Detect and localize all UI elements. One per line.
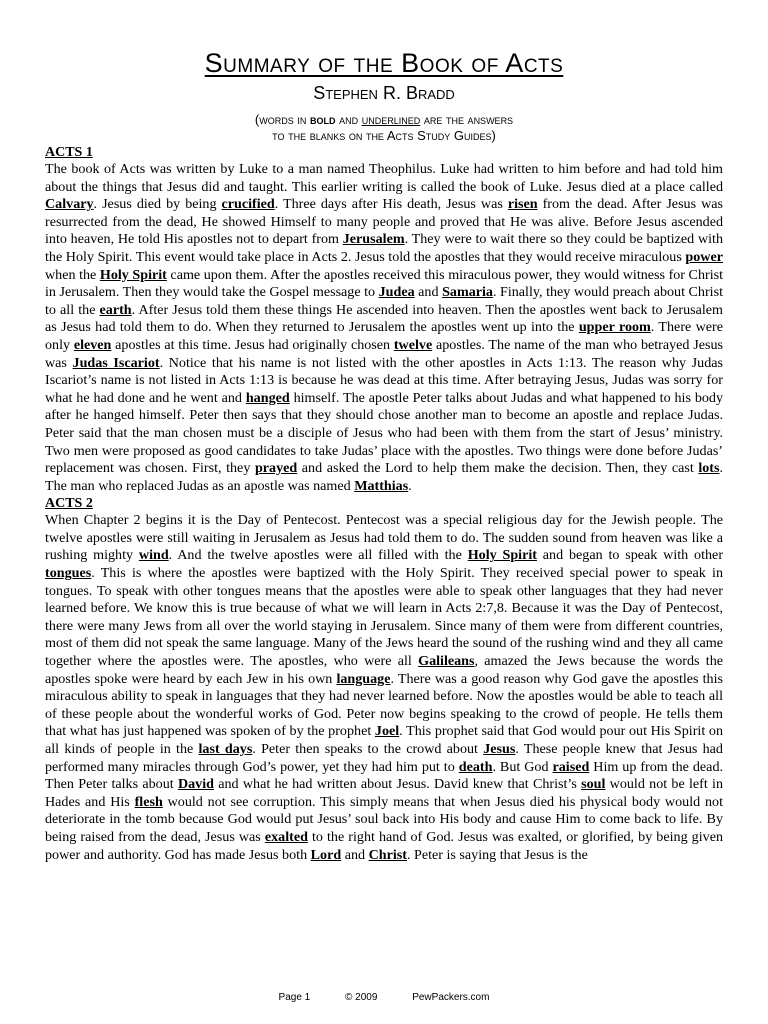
answer-keyword: Judea [378,284,415,301]
answer-keyword: Holy Spirit [467,547,537,564]
answer-keyword: upper room [578,319,651,336]
body-text: from the dead. After Jesus was resurrected from the dead, He showed Himself to many people and proved that He was alive. Before Jesus ascended into heaven, He told His apostles not to depart from [45,196,724,248]
body-text: . Peter is saying that Jesus is the [406,846,588,863]
answer-keyword: Judas Iscariot [72,354,160,371]
body-text: . Three days after His death, Jesus was [274,196,508,213]
answer-keyword: raised [552,758,590,775]
body-text: The book of Acts was written by Luke to a man named Theophilus. Luke had written to him before and had told him about the things that Jesus did and taught. This earlier writing is called the book of Luke. Jesus died at a place called [45,161,723,195]
body-text: . [408,477,412,494]
author-name: Stephen R. Bradd [313,83,455,103]
body-text: and what he had written about Jesus. David knew that Christ’s [213,776,582,793]
body-text: . This prophet said that God would pour out His Spirit on all kinds of people in the [45,723,723,757]
body-text: Him up from the dead. Then Peter talks about [45,758,724,793]
body-text: . Notice that his name is not listed with the other apostles in Acts 1:13. The reason why Judas Iscariot’s name is not listed in Acts 1:13 is because he was dead at this time. After betraying Jesus, Judas was sorry for what he had done and he went and [45,354,723,406]
answer-keyword: prayed [254,460,298,477]
answer-keyword: hanged [245,389,290,406]
section-body-acts-2 [45,512,723,864]
body-text: came upon them. After the apostles received this miraculous power, they would witness for Christ in Jerusalem. Then they would take the Gospel message to [45,266,724,301]
answer-keyword: wind [138,547,169,564]
note-line-2: to the blanks on the Acts Study Guides) [272,128,496,143]
answer-keyword: twelve [393,336,433,353]
note-line-1: (words in bold and underlined are the answers [254,112,514,127]
answer-keyword: Samaria [442,284,493,301]
body-text: . This is where the apostles were baptized with the Holy Spirit. They received special power to speak in tongues. To speak with other tongues means that the apostles were able to speak other languages that they had never learned before. We know this is true because of what we will learn in Acts 2:7,8. Because it was the Day of Pentecost, there were many Jews from all over the world staying in Jerusalem. Since many of them were from different countries, most of them did not speak the same language. Many of the Jews heard the sound of the rushing wind and they all came together where the apostles were. The apostles, who were all [45,565,723,670]
answer-keyword: crucified [221,196,275,213]
answer-keyword: Jerusalem [342,231,405,248]
body-text: . There was a good reason why God gave the apostles this miraculous ability to speak in languages that they had never learned before. Now the apostles would be able to teach all of these people about the wonderful works of God. Peter now begins speaking to the crowd of people. He tells them that what has just happened was spoken of by the prophet [45,670,723,740]
body-text: to the right hand of God. Jesus was exalted, or glorified, by being given power and authority. God has made Jesus both [45,828,723,863]
answer-keyword: risen [507,196,538,213]
answer-keyword: power [685,248,723,265]
body-text: himself. The apostle Peter talks about Judas and what happened to his body after he hanged himself. Peter then says that they should chose another man to become an apostle and replace Judas. Peter said that the man chosen must be a disciple of Jesus who had been with them from the start of Jesus’ ministry. Two men were proposed as good candidates to take Judas’ place with the apostles. Two things were done before Judas’ replacement was chosen. First, they [45,389,724,477]
body-text: apostles at this time. Jesus had originally chosen [111,336,394,353]
body-text: . Finally, they would preach about Christ to all the [45,284,723,318]
section-body-acts-1 [45,161,723,495]
answer-keyword: last days [198,741,253,757]
answer-key-note [45,112,723,144]
body-text: . Jesus died by being [93,196,222,213]
body-text: . These people knew that Jesus had performed many miracles through God’s power, yet they had him put to [45,741,723,775]
section-heading-acts-2: ACTS 2 [45,496,93,512]
answer-keyword: Christ [368,846,407,863]
answer-keyword: Matthias [354,477,409,494]
answer-keyword: lots [698,460,720,477]
section-heading-acts-1: ACTS 1 [45,145,93,160]
body-text: would not see corruption. This simply means that when Jesus died his physical body would not deteriorate in the tomb because God would put Jesus’ soul back into His body and cause Him to come back to life. By being raised from the dead, Jesus was [45,793,723,845]
body-text: When Chapter 2 begins it is the Day of Pentecost. Pentecost was a special religious day for the Jewish people. The twelve apostles were still waiting in Jerusalem as Jesus had told them to do. The sudden sound from heaven was like a rushing mighty [45,512,723,564]
note-bold-word: bold [309,112,336,127]
body-text: and asked the Lord to help them make the decision. Then, they cast [297,460,699,477]
answer-keyword: death [458,758,493,775]
body-text: . And the twelve apostles were all filled with the [168,547,468,564]
body-text: . But God [492,758,553,775]
answer-keyword: Calvary [45,196,94,213]
answer-keyword: soul [581,776,606,793]
answer-keyword: David [177,776,214,793]
answer-keyword: Joel [374,723,400,740]
answer-keyword: flesh [134,793,163,810]
body-text: . The man who replaced Judas as an apostle was named [45,460,723,494]
answer-keyword: Holy Spirit [99,266,167,283]
document-title: Summary of the Book of Acts [204,48,564,78]
document-page [45,48,723,864]
body-text: . Peter then speaks to the crowd about [252,741,484,757]
page-footer [0,992,768,1003]
body-text: apostles. The name of the man who betrayed Jesus was [45,336,723,371]
body-text: when the [45,266,100,283]
website: PewPackers.com [412,992,490,1003]
answer-keyword: Galileans [418,653,475,670]
copyright: © 2009 [345,992,378,1003]
answer-keyword: earth [99,301,132,318]
body-text: . They were to wait there so they could be baptized with the Holy Spirit. This event would take place in Acts 2. Jesus told the apostles that they would receive miraculous [45,231,724,265]
body-text: and [341,846,369,863]
answer-keyword: language [336,670,391,687]
body-text: . After Jesus told them these things He ascended into heaven. Then the apostles went back to Jerusalem as Jesus had told them to do. When they returned to Jerusalem the apostles went up into the [45,301,723,336]
body-text: . There were only [45,319,723,353]
body-text: would not be left in Hades and His [45,776,724,810]
answer-keyword: tongues [45,565,92,582]
page-number: Page 1 [278,992,311,1003]
answer-keyword: exalted [264,828,308,845]
body-text: and began to speak with other [536,547,724,564]
body-text: and [414,284,443,301]
note-underlined-word: underlined [361,112,421,127]
answer-keyword: Lord [310,846,342,863]
answer-keyword: eleven [73,336,112,353]
body-text: , amazed the Jews because the words the apostles spoke were heard by each Jew in his own [45,653,724,687]
answer-keyword: Jesus [483,741,516,757]
